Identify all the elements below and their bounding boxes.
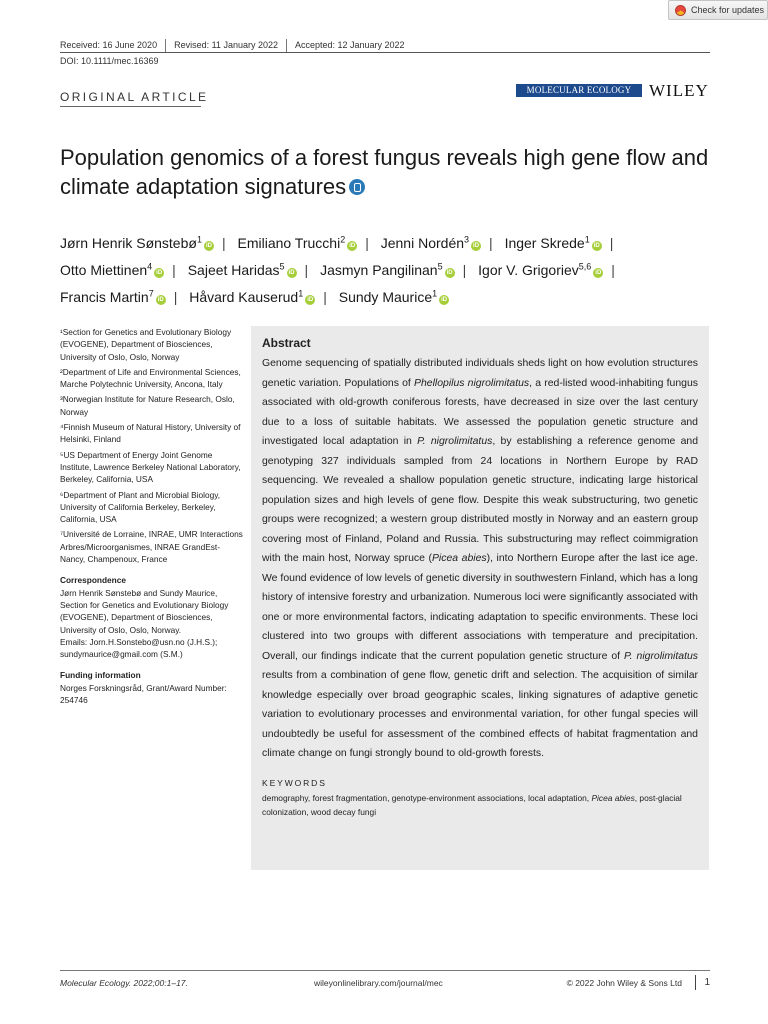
article-type: ORIGINAL ARTICLE xyxy=(60,90,209,104)
author[interactable]: Igor V. Grigoriev$^{5,6}$iD xyxy=(478,261,602,278)
affiliation: ¹Section for Genetics and Evolutionary Biology (EVOGENE), Department of Biosciences, University of Oslo, Oslo, Norway xyxy=(60,327,232,362)
affiliation: ⁶Department of Plant and Microbial Biology, University of California Berkeley, Berkeley, California, USA xyxy=(60,489,221,525)
correspondence-heading: Correspondence xyxy=(60,575,126,586)
author[interactable]: Håvard Kauserud$^1$iD xyxy=(189,288,314,305)
publisher-logo: WILEY xyxy=(649,81,709,100)
header-divider xyxy=(60,52,710,53)
footer-divider xyxy=(60,970,710,971)
journal-logo: MOLECULAR ECOLOGY xyxy=(516,84,642,97)
article-sidebar xyxy=(60,326,245,706)
publication-dates xyxy=(60,39,413,52)
correspondence-text: Jørn Henrik Sønstebø and Sundy Maurice, Section for Genetics and Evolutionary Biology (EVOGENE), Department of Biosciences, University of Oslo, Oslo, Norway. xyxy=(60,587,229,635)
accepted-date: Accepted: 12 January 2022 xyxy=(294,40,405,50)
keywords-heading: KEYWORDS xyxy=(262,777,327,788)
author[interactable]: Francis Martin$^7$iD xyxy=(60,288,164,305)
orcid-icon[interactable]: iD xyxy=(446,269,453,276)
revised-date: Revised: 11 January 2022 xyxy=(166,39,287,52)
author[interactable]: Inger Skrede$^1$iD xyxy=(504,234,600,251)
affiliation: ³Norwegian Institute for Nature Research, Oslo, Norway xyxy=(60,394,235,417)
affiliation: ⁴Finnish Museum of Natural History, University of Helsinki, Finland xyxy=(60,422,241,445)
orcid-icon[interactable]: iD xyxy=(473,242,480,249)
doi[interactable]: DOI: 10.1111/mec.16369 xyxy=(60,56,159,66)
author[interactable]: Otto Miettinen$^4$iD xyxy=(60,261,163,278)
orcid-icon[interactable]: iD xyxy=(157,296,164,303)
journal-citation: Molecular Ecology. 2022;00:1–17. xyxy=(60,978,188,988)
affiliation: ⁵US Department of Energy Joint Genome Institute, Lawrence Berkeley National Laboratory, Berkeley, California, USA xyxy=(60,449,241,485)
orcid-icon[interactable]: iD xyxy=(441,296,448,303)
author[interactable]: Emiliano Trucchi$^2$iD xyxy=(237,234,356,251)
abstract-box xyxy=(251,326,709,870)
check-for-updates-button[interactable] xyxy=(668,0,768,20)
abstract-heading: Abstract xyxy=(262,336,311,350)
article-type-underline xyxy=(60,106,201,107)
journal-url-link[interactable]: wileyonlinelibrary.com/journal/mec xyxy=(314,978,443,988)
orcid-icon[interactable]: iD xyxy=(595,269,602,276)
open-access-icon xyxy=(349,179,365,195)
orcid-icon[interactable]: iD xyxy=(593,242,600,249)
abstract-text: Genome sequencing of spatially distributed individuals sheds light on how evolution structures genetic variation. Populations of Phellopilus nigrolimitatus, a red-listed wood-inhabiting fungus associated with old-growth coniferous forests, have decreased in size over the last century due to a loss of suitable habitats. We assessed the population genetic structure and investigated local adaptation in P. nigrolimitatus, by establishing a reference genome and genotyping 327 individuals sampled from 24 locations in Northern Europe by RAD sequencing. We revealed a shallow population genetic structure, indicating large historical population sizes and high levels of gene flow. Despite this weak substructuring, two genetic groups were recognized; a western group distributed mostly in Norway and an eastern group covering most of Finland, Poland and Russia. This substructuring may reflect coimmigration with the main host, Norway spruce (Picea abies), into Northern Europe after the last ice age. We found evidence of low levels of genetic diversity in southwestern Finland, which has a long history of intensive forestry and urbanization. Numerous loci were significantly associated with one or more environmental factors, indicating adaptation to specific environments. These loci clustered into two groups with different associations with temperature and precipitation. Overall, our findings indicate that the current population genetic structure of P. nigrolimitatus results from a combination of gene flow, genetic drift and selection. The acquisition of similar knowledge especially over broad geographic scales, linking signatures of adaptive genetic variation to evolutionary processes and environmental variation, for other fungal species will undoubtedly be useful for assessment of the combined effects of habitat fragmentation and climate change on fungi strongly bound to old-growth forests. xyxy=(262,358,699,759)
author[interactable]: Jørn Henrik Sønstebø$^1$iD xyxy=(60,234,212,251)
author-list: Jørn Henrik Sønstebø$^1$iD | Emiliano Trucchi$^2$iD | Jenni Nordén$^3$iD | Inger Skrede$^1$iD | Otto Miettinen$^4$iD | Sajeet Haridas$^5$iD | Jasmyn Pangilinan$^5$iD | Igor V. Grigoriev$^{5,6}$iD | Francis Martin$^7$iD | Håvard Kauserud$^1$iD | Sundy Maurice$^1$iD xyxy=(60,234,615,305)
orcid-icon[interactable]: iD xyxy=(205,242,212,249)
orcid-icon[interactable]: iD xyxy=(156,269,163,276)
author[interactable]: Sundy Maurice$^1$iD xyxy=(338,288,448,305)
affiliation: ²Department of Life and Environmental Sciences, Marche Polytechnic University, Ancona, Italy xyxy=(60,366,241,390)
orcid-icon[interactable]: iD xyxy=(307,296,314,303)
author[interactable]: Sajeet Haridas$^5$iD xyxy=(187,261,295,278)
keywords-text: demography, forest fragmentation, genotype-environment associations, local adaptation, Picea abies, post-glacial colonization, wood decay fungi xyxy=(262,792,682,817)
crossmark-icon xyxy=(675,5,686,16)
author[interactable]: Jenni Nordén$^3$iD xyxy=(380,234,480,251)
page-number: 1 xyxy=(695,975,710,990)
article-title xyxy=(60,143,730,201)
author[interactable]: Jasmyn Pangilinan$^5$iD xyxy=(320,261,453,278)
copyright: © 2022 John Wiley & Sons Ltd xyxy=(566,978,682,988)
orcid-icon[interactable]: iD xyxy=(288,269,295,276)
received-date: Received: 16 June 2020 xyxy=(60,39,166,52)
orcid-icon[interactable]: iD xyxy=(349,242,356,249)
check-for-updates-label: Check for updates xyxy=(691,5,765,15)
funding-heading: Funding information xyxy=(60,670,141,681)
correspondence-emails[interactable]: Emails: Jorn.H.Sonstebo@usn.no (J.H.S.); sundymaurice@gmail.com (S.M.) xyxy=(60,636,218,660)
article-title-text: Population genomics of a forest fungus reveals high gene flow and climate adaptation signatures xyxy=(60,145,709,199)
affiliation: ⁷Université de Lorraine, INRAE, UMR Interactions Arbres/Microorganismes, INRAE GrandEst-Nancy, Champenoux, France xyxy=(60,529,243,565)
funding-text: Norges Forskningsråd, Grant/Award Number: 254746 xyxy=(60,682,227,706)
